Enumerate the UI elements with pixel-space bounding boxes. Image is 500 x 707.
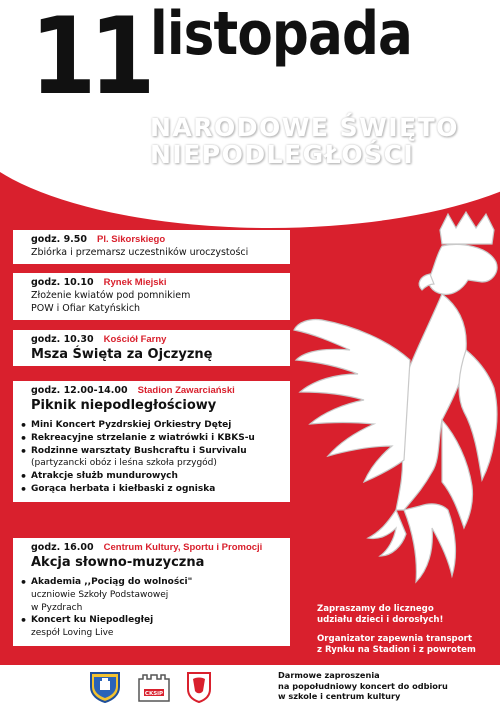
school-crest-logo-icon	[186, 671, 212, 703]
day-number: 11	[30, 0, 149, 118]
event-time: godz. 10.10	[31, 277, 94, 288]
event-title: Piknik niepodległościowy	[31, 398, 217, 413]
event-place: Rynek Miejski	[103, 277, 167, 288]
event-time: godz. 16.00	[31, 542, 94, 553]
invitation-text: Zapraszamy do licznego udziału dzieci i dorosłych!	[317, 604, 444, 626]
list-item: • Rodzinne warsztaty Bushcraftu i Survivalu (partyzancki obóz i leśna szkoła przygód)	[19, 445, 280, 471]
footer-note: Darmowe zaproszenia na popołudniowy koncert do odbioru w szkole i centrum kultury	[278, 670, 448, 702]
event-card-1	[13, 230, 290, 264]
event-card-2	[13, 273, 290, 320]
subtitle-line-1: NARODOWE ŚWIĘTO	[150, 113, 459, 142]
event-description: Zbiórka i przemarsz uczestników uroczystości	[31, 247, 249, 258]
list-item: • Rekreacyjne strzelanie z wiatrówki i KBKS-u	[19, 432, 280, 445]
event-place: Stadion Zawarciański	[137, 385, 235, 396]
list-item: • Akademia ,,Pociąg do wolności" uczniowie Szkoły Podstawowej w Pyzdrach	[19, 576, 280, 614]
event-title: Msza Święta za Ojczyznę	[31, 347, 213, 362]
event-title: Akcja słowno-muzyczna	[31, 555, 205, 570]
white-eagle-emblem-icon	[292, 210, 500, 620]
event-place: Pl. Sikorskiego	[97, 234, 166, 245]
month-title: listopada	[150, 0, 412, 69]
event-place: Centrum Kultury, Sportu i Promocji	[103, 542, 263, 553]
event-items	[19, 576, 280, 640]
event-time: godz. 10.30	[31, 334, 94, 345]
cultural-center-logo-icon	[136, 671, 172, 703]
event-items	[19, 419, 280, 496]
event-card-5	[13, 538, 290, 646]
subtitle-line-2: NIEPODLEGŁOŚCI	[150, 140, 415, 169]
event-place: Kościół Farny	[103, 334, 167, 345]
event-card-4	[13, 381, 290, 502]
event-time: godz. 12.00-14.00	[31, 385, 128, 396]
logo-text: CKSiP	[144, 691, 164, 697]
town-coat-of-arms-logo-icon	[88, 671, 122, 703]
event-card-3	[13, 330, 290, 366]
event-time: godz. 9.50	[31, 234, 88, 245]
list-item: • Koncert ku Niepodległej zespół Loving Live	[19, 614, 280, 640]
list-item: • Atrakcje służb mundurowych	[19, 470, 280, 483]
list-item: • Mini Koncert Pyzdrskiej Orkiestry Dętej	[19, 419, 280, 432]
event-description-line: POW i Ofiar Katyńskich	[31, 302, 141, 314]
transport-info: Organizator zapewnia transport z Rynku na Stadion i z powrotem	[317, 634, 476, 656]
list-item: • Gorąca herbata i kiełbaski z ogniska	[19, 483, 280, 496]
event-description-line: Złożenie kwiatów pod pomnikiem	[31, 290, 191, 301]
